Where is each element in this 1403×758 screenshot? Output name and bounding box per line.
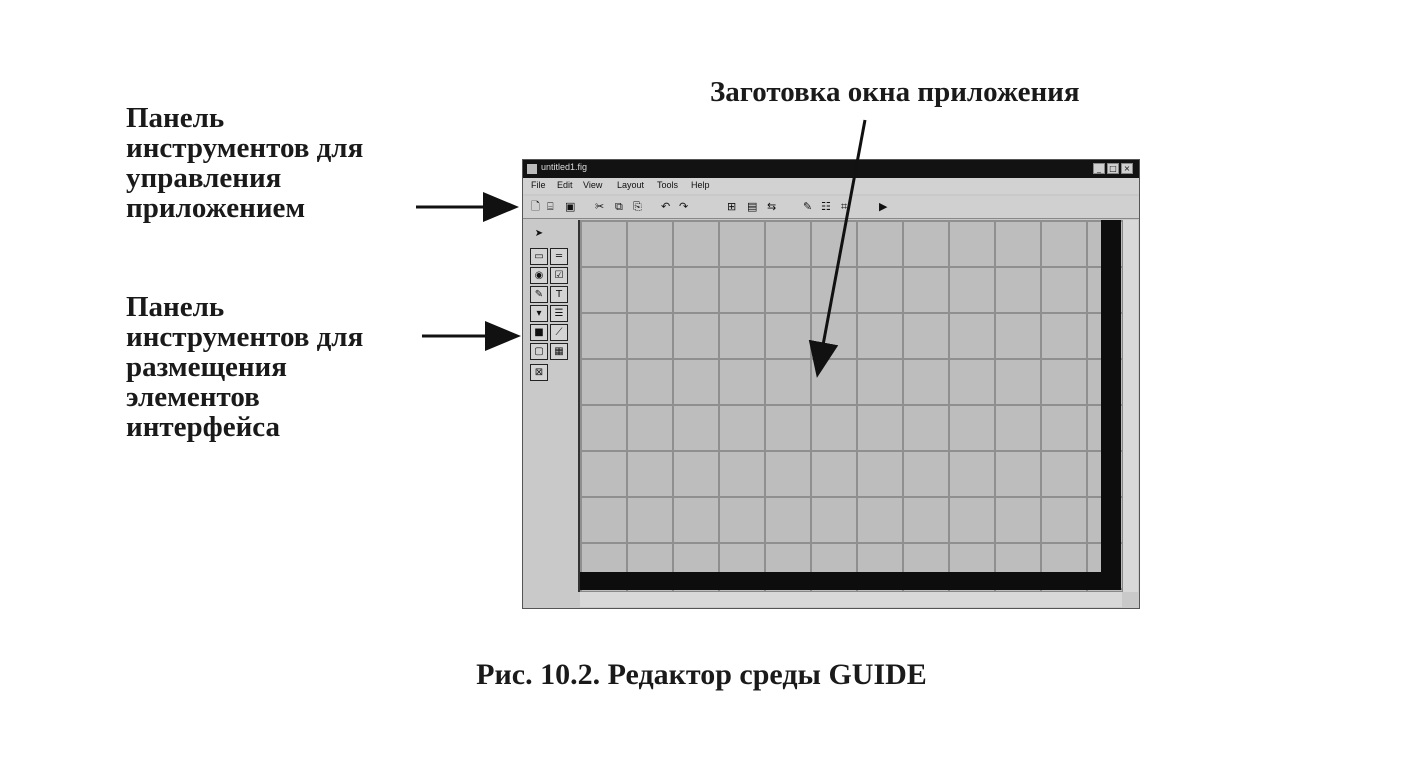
window-title: untitled1.fig [541, 162, 588, 172]
undo-icon[interactable]: ↶ [661, 200, 671, 213]
maximize-button[interactable]: □ [1107, 163, 1119, 174]
slider-icon[interactable]: ═ [550, 248, 568, 265]
label-line: элементов [126, 381, 260, 413]
label-line: инструментов для [126, 132, 364, 164]
toggle-button-icon[interactable]: ■ [530, 324, 548, 341]
menu-file[interactable]: File [531, 180, 546, 190]
label-line: инструментов для [126, 321, 364, 353]
radio-button-icon[interactable]: ◉ [530, 267, 548, 284]
figure-caption: Рис. 10.2. Редактор среды GUIDE [476, 658, 927, 691]
check-box-icon[interactable]: ☑ [550, 267, 568, 284]
minimize-button[interactable]: _ [1093, 163, 1105, 174]
label-line: управления [126, 162, 282, 194]
panel-icon[interactable]: ▢ [530, 343, 548, 360]
arrow-to-canvas [818, 120, 865, 372]
edit-text-icon[interactable]: ✎ [530, 286, 548, 303]
open-file-icon[interactable]: ⌸ [547, 200, 554, 213]
label-line: размещения [126, 351, 287, 383]
menu-edit[interactable]: Edit [557, 180, 573, 190]
button-group-icon[interactable]: ▦ [550, 343, 568, 360]
menu-view[interactable]: View [583, 180, 603, 190]
run-icon[interactable]: ▶ [879, 200, 888, 213]
select-icon[interactable]: ➤ [534, 228, 544, 239]
label-line: Панель [126, 102, 225, 134]
menu-editor-icon[interactable]: ▤ [747, 200, 758, 213]
axes-icon[interactable]: ⟋ [550, 324, 568, 341]
property-inspector-icon[interactable]: ☷ [821, 200, 831, 213]
label-window-blank: Заготовка окна приложения [710, 76, 1080, 108]
static-text-icon[interactable]: T [550, 286, 568, 303]
tab-order-icon[interactable]: ⇆ [767, 200, 777, 213]
align-icon[interactable]: ⊞ [727, 200, 737, 213]
m-file-editor-icon[interactable]: ✎ [803, 200, 813, 213]
object-browser-icon[interactable]: ⌗ [841, 200, 848, 213]
menu-tools[interactable]: Tools [657, 180, 679, 190]
paste-icon[interactable]: ⎘ [633, 200, 642, 213]
push-button-icon[interactable]: ▭ [530, 248, 548, 265]
cut-icon[interactable]: ✂ [595, 200, 605, 213]
copy-icon[interactable]: ⧉ [615, 200, 623, 213]
menu-layout[interactable]: Layout [617, 180, 645, 190]
label-line: Панель [126, 291, 225, 323]
label-line: приложением [126, 192, 306, 224]
save-icon[interactable]: ▣ [565, 200, 576, 213]
label-line: интерфейса [126, 411, 281, 443]
new-file-icon[interactable]: 🗋 [531, 200, 540, 213]
popup-menu-icon[interactable]: ▾ [530, 305, 548, 322]
menu-help[interactable]: Help [691, 180, 710, 190]
close-button[interactable]: × [1121, 163, 1133, 174]
activex-icon[interactable]: ⊠ [530, 364, 548, 381]
listbox-icon[interactable]: ☰ [550, 305, 568, 322]
redo-icon[interactable]: ↷ [679, 200, 689, 213]
